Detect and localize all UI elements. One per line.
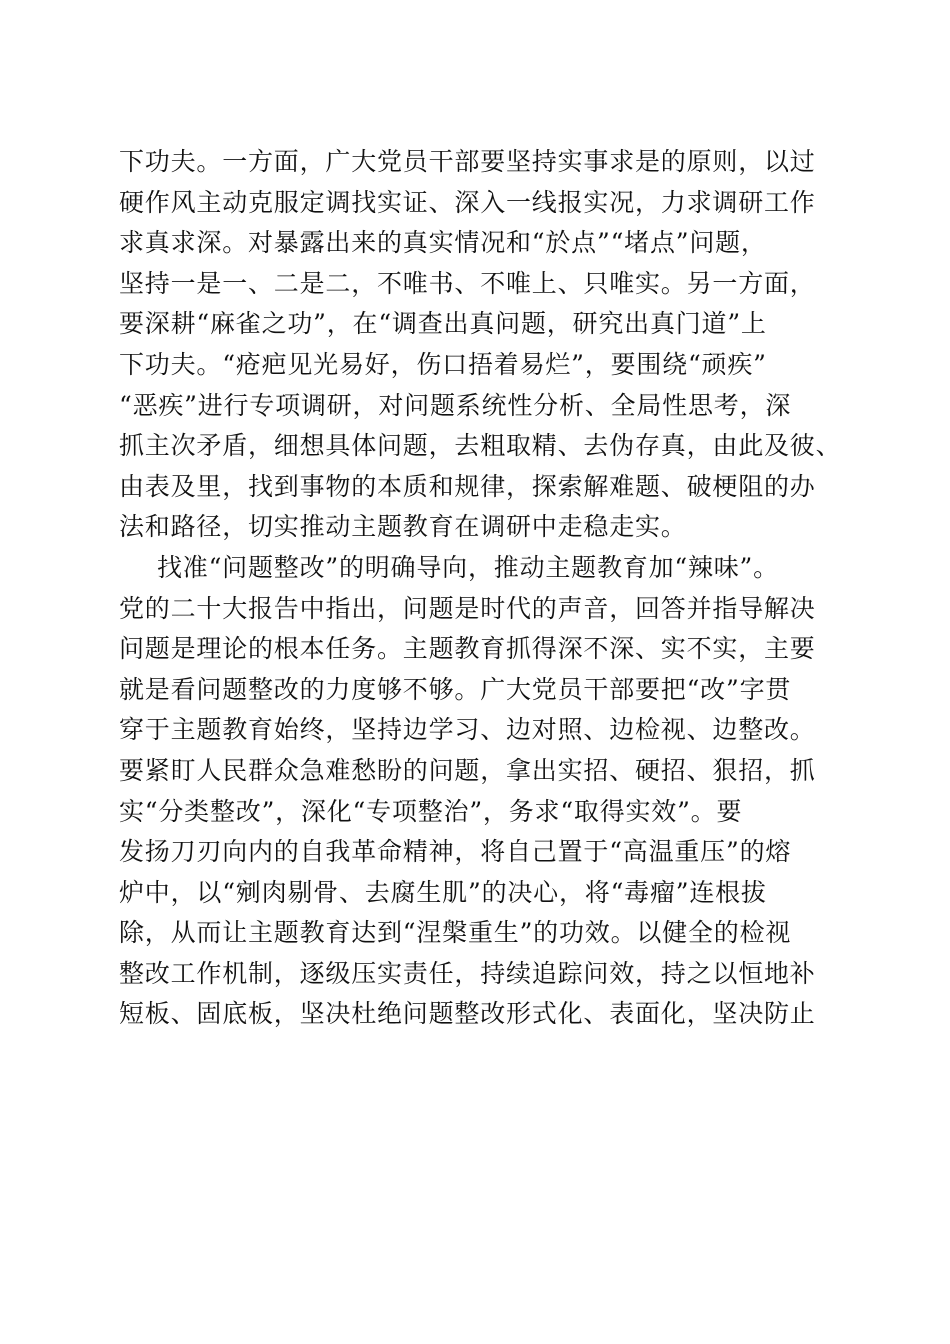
- text-line: 党的二十大报告中指出，问题是时代的声音，回答并指导解决: [119, 593, 816, 623]
- text-line: 求真求深。对暴露出来的真实情况和“於点”“堵点”问题，: [119, 228, 767, 258]
- text-line: “恶疾”进行专项调研，对问题系统性分析、全局性思考，深: [119, 390, 792, 420]
- text-line: 法和路径，切实推动主题教育在调研中走稳走实。: [119, 512, 687, 542]
- text-line: 要紧盯人民群众急难愁盼的问题，拿出实招、硬招、狠招，抓: [119, 755, 816, 785]
- text-line: 穿于主题教育始终，坚持边学习、边对照、边检视、边整改。: [119, 715, 816, 745]
- text-line: 要深耕“麻雀之功”，在“调查出真问题，研究出真门道”上: [119, 309, 767, 339]
- text-line: 下功夫。“疮疤见光易好，伤口捂着易烂”，要围绕“顽疾”: [119, 349, 767, 379]
- text-line: 问题是理论的根本任务。主题教育抓得深不深、实不实，主要: [119, 634, 816, 664]
- text-line: 由表及里，找到事物的本质和规律，探索解难题、破梗阻的办: [119, 471, 816, 501]
- text-line: 硬作风主动克服定调找实证、深入一线报实况，力求调研工作: [119, 187, 816, 217]
- text-line: 发扬刀刃向内的自我革命精神，将自己置于“高温重压”的熔: [119, 837, 792, 867]
- text-line: 短板、固底板，坚决杜绝问题整改形式化、表面化，坚决防止: [119, 999, 816, 1029]
- text-line: 抓主次矛盾，细想具体问题，去粗取精、去伪存真，由此及彼、: [119, 431, 842, 461]
- text-line: 整改工作机制，逐级压实责任，持续追踪问效，持之以恒地补: [119, 958, 816, 988]
- text-line: 坚持一是一、二是二，不唯书、不唯上、只唯实。另一方面，: [119, 268, 816, 298]
- body-text: [119, 142, 842, 1035]
- text-line: 实“分类整改”，深化“专项整治”，务求“取得实效”。要: [119, 796, 743, 826]
- text-line: 就是看问题整改的力度够不够。广大党员干部要把“改”字贯: [119, 674, 792, 704]
- text-line: 炉中，以“剜肉剔骨、去腐生肌”的决心，将“毒瘤”连根拔: [119, 877, 767, 907]
- paragraph-first-line: 找准“问题整改”的明确导向，推动主题教育加“辣味”。: [157, 552, 779, 582]
- text-line: 下功夫。一方面，广大党员干部要坚持实事求是的原则，以过: [119, 147, 816, 176]
- text-line: 除，从而让主题教育达到“涅槃重生”的功效。以健全的检视: [119, 918, 792, 948]
